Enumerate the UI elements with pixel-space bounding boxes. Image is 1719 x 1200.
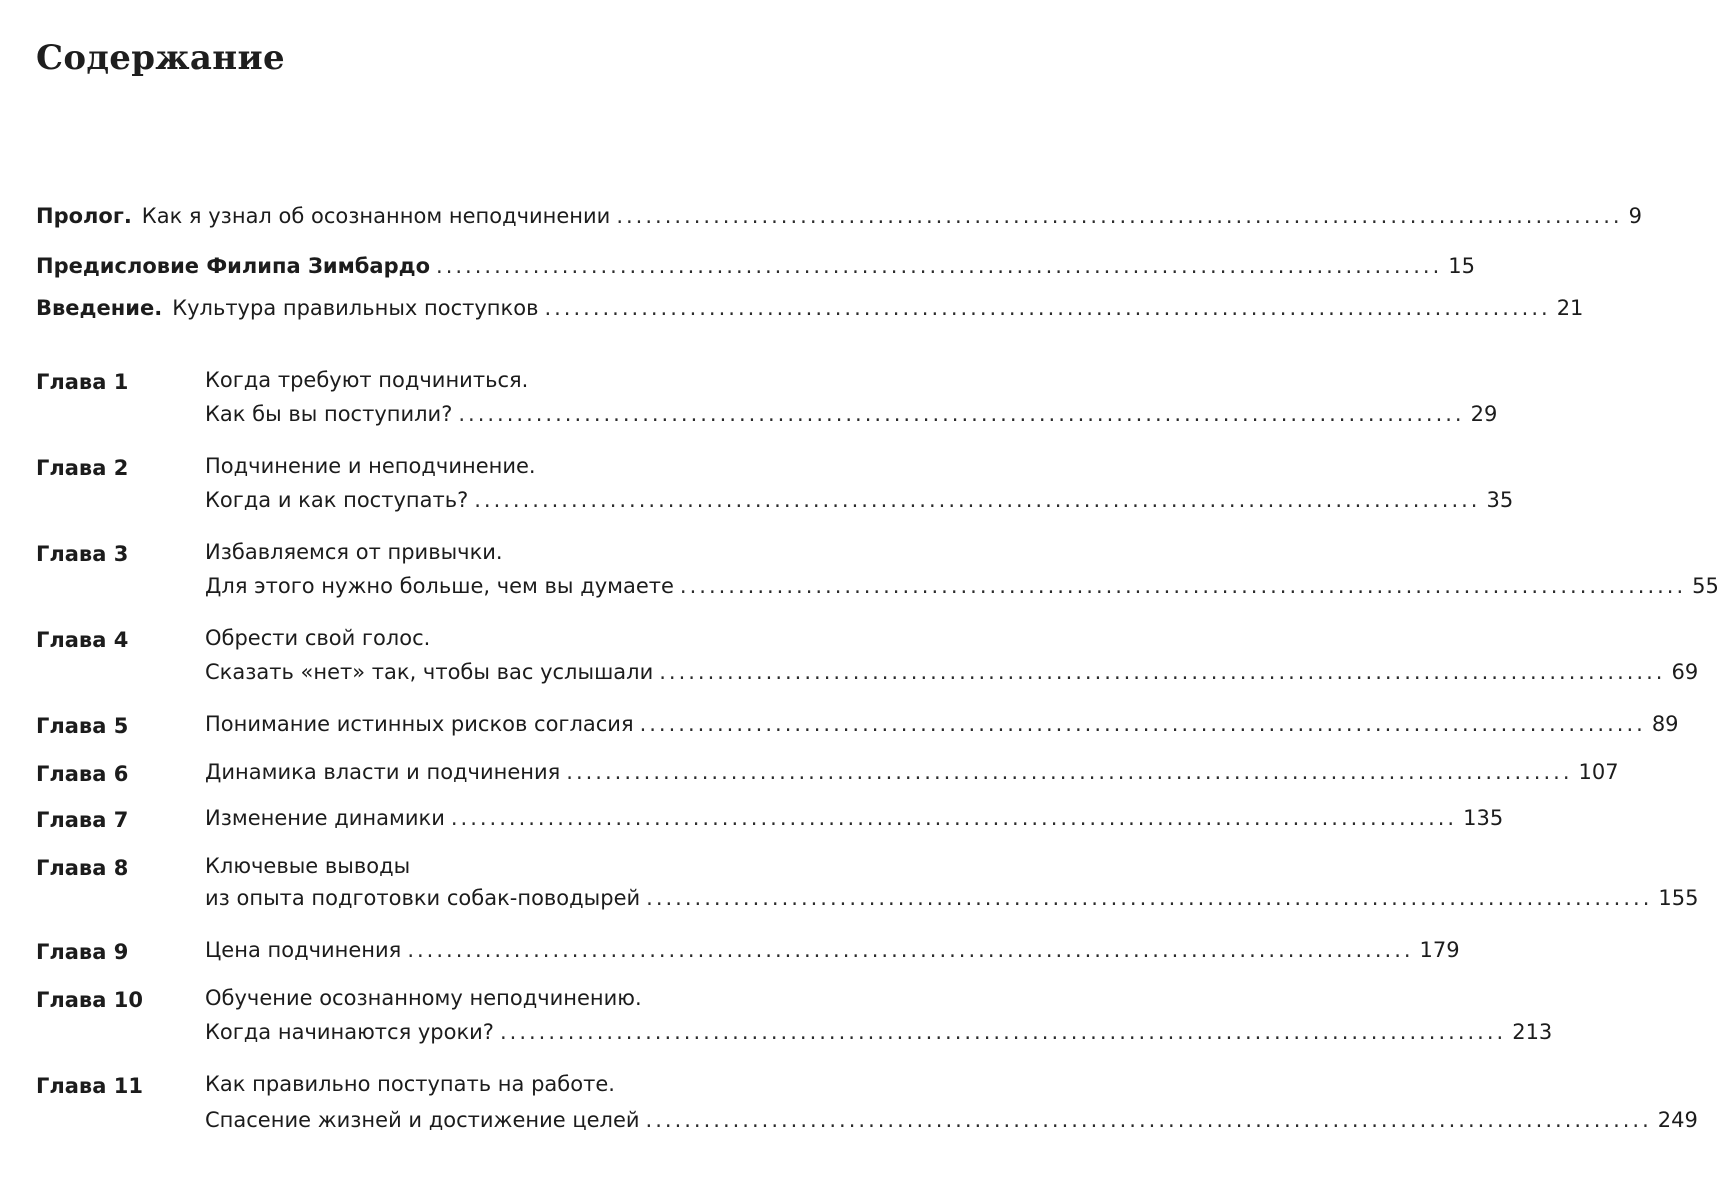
- chapter-title-line2: Как бы вы поступили?: [205, 402, 453, 426]
- dot-leader: ........................................................................................................: [458, 402, 1465, 426]
- chapter-label: Глава 6: [36, 762, 129, 786]
- chapter-title: Цена подчинения: [205, 938, 402, 962]
- chapter-label: Глава 10: [36, 988, 143, 1012]
- chapter-line: [205, 760, 1619, 796]
- chapter-label: Глава 7: [36, 808, 129, 832]
- chapter-line: [205, 938, 1460, 974]
- chapter-label: Глава 5: [36, 714, 129, 738]
- chapter-title-line1: Избавляемся от привычки.: [205, 540, 503, 564]
- dot-leader: ........................................................................................................: [450, 806, 1458, 830]
- entry-lead: Предисловие Филипа Зимбардо: [36, 254, 431, 278]
- page-number: 55: [1692, 574, 1719, 598]
- chapter-label: Глава 11: [36, 1074, 143, 1098]
- dot-leader: ........................................................................................................: [646, 886, 1653, 910]
- chapter-label: Глава 3: [36, 542, 129, 566]
- page-number: 21: [1556, 296, 1584, 320]
- chapter-title: Изменение динамики: [205, 806, 445, 830]
- dot-leader: ........................................................................................................: [544, 296, 1551, 320]
- chapter-line: [205, 402, 1498, 438]
- page-number: 249: [1657, 1108, 1698, 1132]
- chapter-title-line2: Когда и как поступать?: [205, 488, 469, 512]
- dot-leader: ........................................................................................................: [474, 488, 1481, 512]
- chapter-line: [205, 1072, 816, 1108]
- page-number: 107: [1578, 760, 1619, 784]
- chapter-label: Глава 1: [36, 370, 129, 394]
- chapter-line: [205, 574, 1719, 610]
- chapter-line: [205, 886, 1699, 922]
- chapter-title: Понимание истинных рисков согласия: [205, 712, 634, 736]
- toc-entry-introduction: [36, 296, 1584, 332]
- page-number: 29: [1470, 402, 1498, 426]
- chapter-line: [205, 1020, 1553, 1056]
- dot-leader: ........................................................................................................: [566, 760, 1573, 784]
- chapter-line: [205, 488, 1514, 524]
- chapter-title-line1: Когда требуют подчиниться.: [205, 368, 529, 392]
- chapter-title-line1: Подчинение и неподчинение.: [205, 454, 536, 478]
- chapter-line: [205, 712, 1679, 748]
- chapter-line: [205, 806, 1504, 842]
- page-number: 135: [1463, 806, 1504, 830]
- chapter-line: [205, 368, 816, 404]
- dot-leader: ........................................................................................................: [679, 574, 1687, 598]
- entry-lead: Пролог.: [36, 204, 132, 228]
- chapter-title-line1: Как правильно поступать на работе.: [205, 1072, 615, 1096]
- chapter-title: Динамика власти и подчинения: [205, 760, 561, 784]
- dot-leader: ........................................................................................................: [616, 204, 1623, 228]
- chapter-label: Глава 2: [36, 456, 129, 480]
- chapter-title-line2: из опыта подготовки собак-поводырей: [205, 886, 641, 910]
- chapter-title-line2: Спасение жизней и достижение целей: [205, 1108, 640, 1132]
- entry-lead: Введение.: [36, 296, 163, 320]
- entry-title: Как я узнал об осознанном неподчинении: [141, 204, 611, 228]
- dot-leader: ........................................................................................................: [436, 254, 1443, 278]
- chapter-line: [205, 986, 816, 1022]
- page-number: 35: [1486, 488, 1514, 512]
- page-number: 155: [1658, 886, 1699, 910]
- chapter-title-line2: Для этого нужно больше, чем вы думаете: [205, 574, 674, 598]
- page-title: Содержание: [36, 38, 285, 78]
- chapter-label: Глава 9: [36, 940, 129, 964]
- entry-title: Культура правильных поступков: [172, 296, 539, 320]
- chapter-label: Глава 8: [36, 856, 129, 880]
- dot-leader: ........................................................................................................: [659, 660, 1666, 684]
- dot-leader: ........................................................................................................: [639, 712, 1646, 736]
- chapter-line: [205, 540, 816, 576]
- page-number: 89: [1651, 712, 1679, 736]
- chapter-line: [205, 1108, 1698, 1144]
- chapter-line: [205, 854, 816, 890]
- chapter-title-line1: Обрести свой голос.: [205, 626, 431, 650]
- toc-entry-foreword: [36, 254, 1475, 290]
- chapter-line: [205, 626, 816, 662]
- toc-entry-prologue: [36, 204, 1642, 240]
- chapter-line: [205, 660, 1699, 696]
- page-number: 69: [1671, 660, 1699, 684]
- chapter-title-line2: Когда начинаются уроки?: [205, 1020, 494, 1044]
- chapter-title-line1: Ключевые выводы: [205, 854, 411, 878]
- chapter-title-line2: Сказать «нет» так, чтобы вас услышали: [205, 660, 654, 684]
- page-number: 15: [1448, 254, 1475, 278]
- chapter-line: [205, 454, 816, 490]
- dot-leader: ........................................................................................................: [407, 938, 1414, 962]
- page-number: 213: [1512, 1020, 1553, 1044]
- chapter-title-line1: Обучение осознанному неподчинению.: [205, 986, 642, 1010]
- chapter-label: Глава 4: [36, 628, 129, 652]
- dot-leader: ........................................................................................................: [499, 1020, 1507, 1044]
- page-number: 179: [1419, 938, 1460, 962]
- page-number: 9: [1628, 204, 1642, 228]
- dot-leader: ........................................................................................................: [645, 1108, 1652, 1132]
